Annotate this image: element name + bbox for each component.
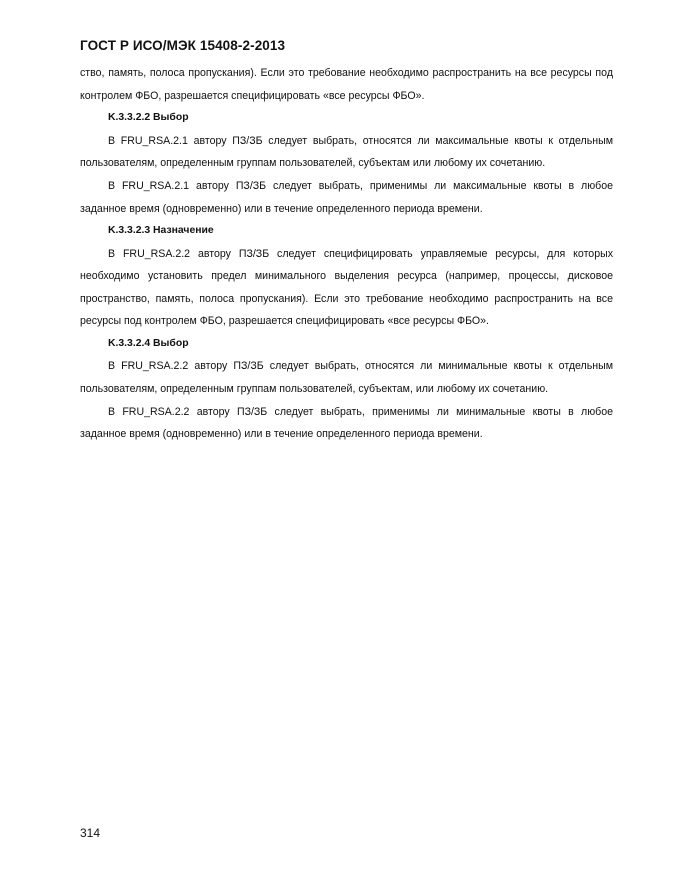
page-number: 314 (80, 826, 101, 840)
document-body (80, 62, 613, 446)
section-heading-k33224: K.3.3.2.4 Выбор (108, 337, 189, 349)
paragraph-rsa22-time: В FRU_RSA.2.2 автору ПЗ/ЗБ следует выбрать, применимы ли минимальные квоты в любое заданное время (одновременно) или в течение определенного периода времени. (80, 405, 613, 441)
paragraph-rsa21-users: В FRU_RSA.2.1 автору ПЗ/ЗБ следует выбрать, относятся ли максимальные квоты к отдельным пользователям, определенным группам пользователей, субъектам или любому их сочетанию. (80, 134, 613, 169)
document-header-title: ГОСТ Р ИСО/МЭК 15408-2-2013 (80, 38, 286, 53)
paragraph-rsa22-users: В FRU_RSA.2.2 автору ПЗ/ЗБ следует выбрать, относятся ли минимальные квоты к отдельным пользователям, определенным группам пользователей, субъектам, или любому их сочетанию. (80, 360, 613, 395)
section-heading-k33223: K.3.3.2.3 Назначение (108, 225, 214, 237)
section-heading-k33222: K.3.3.2.2 Выбор (108, 112, 189, 123)
paragraph-rsa22-resources: В FRU_RSA.2.2 автору ПЗ/ЗБ следует специфицировать управляемые ресурсы, для которых необходимо установить предел минимального выделения ресурса (например, процессы, дисковое пространство, память, полоса пропускания). Если это требование необходимо распространить на все ресурсы под контролем ФБО, разрешается специфицировать «все ресурсы ФБО». (80, 247, 613, 328)
paragraph-rsa21-time: В FRU_RSA.2.1 автору ПЗ/ЗБ следует выбрать, применимы ли максимальные квоты в любое заданное время (одновременно) или в течение определенного периода времени. (80, 180, 613, 215)
paragraph-continuation: ство, память, полоса пропускания). Если это требование необходимо распространить на все ресурсы под контролем ФБО, разрешается специфицировать «все ресурсы ФБО». (80, 67, 613, 102)
